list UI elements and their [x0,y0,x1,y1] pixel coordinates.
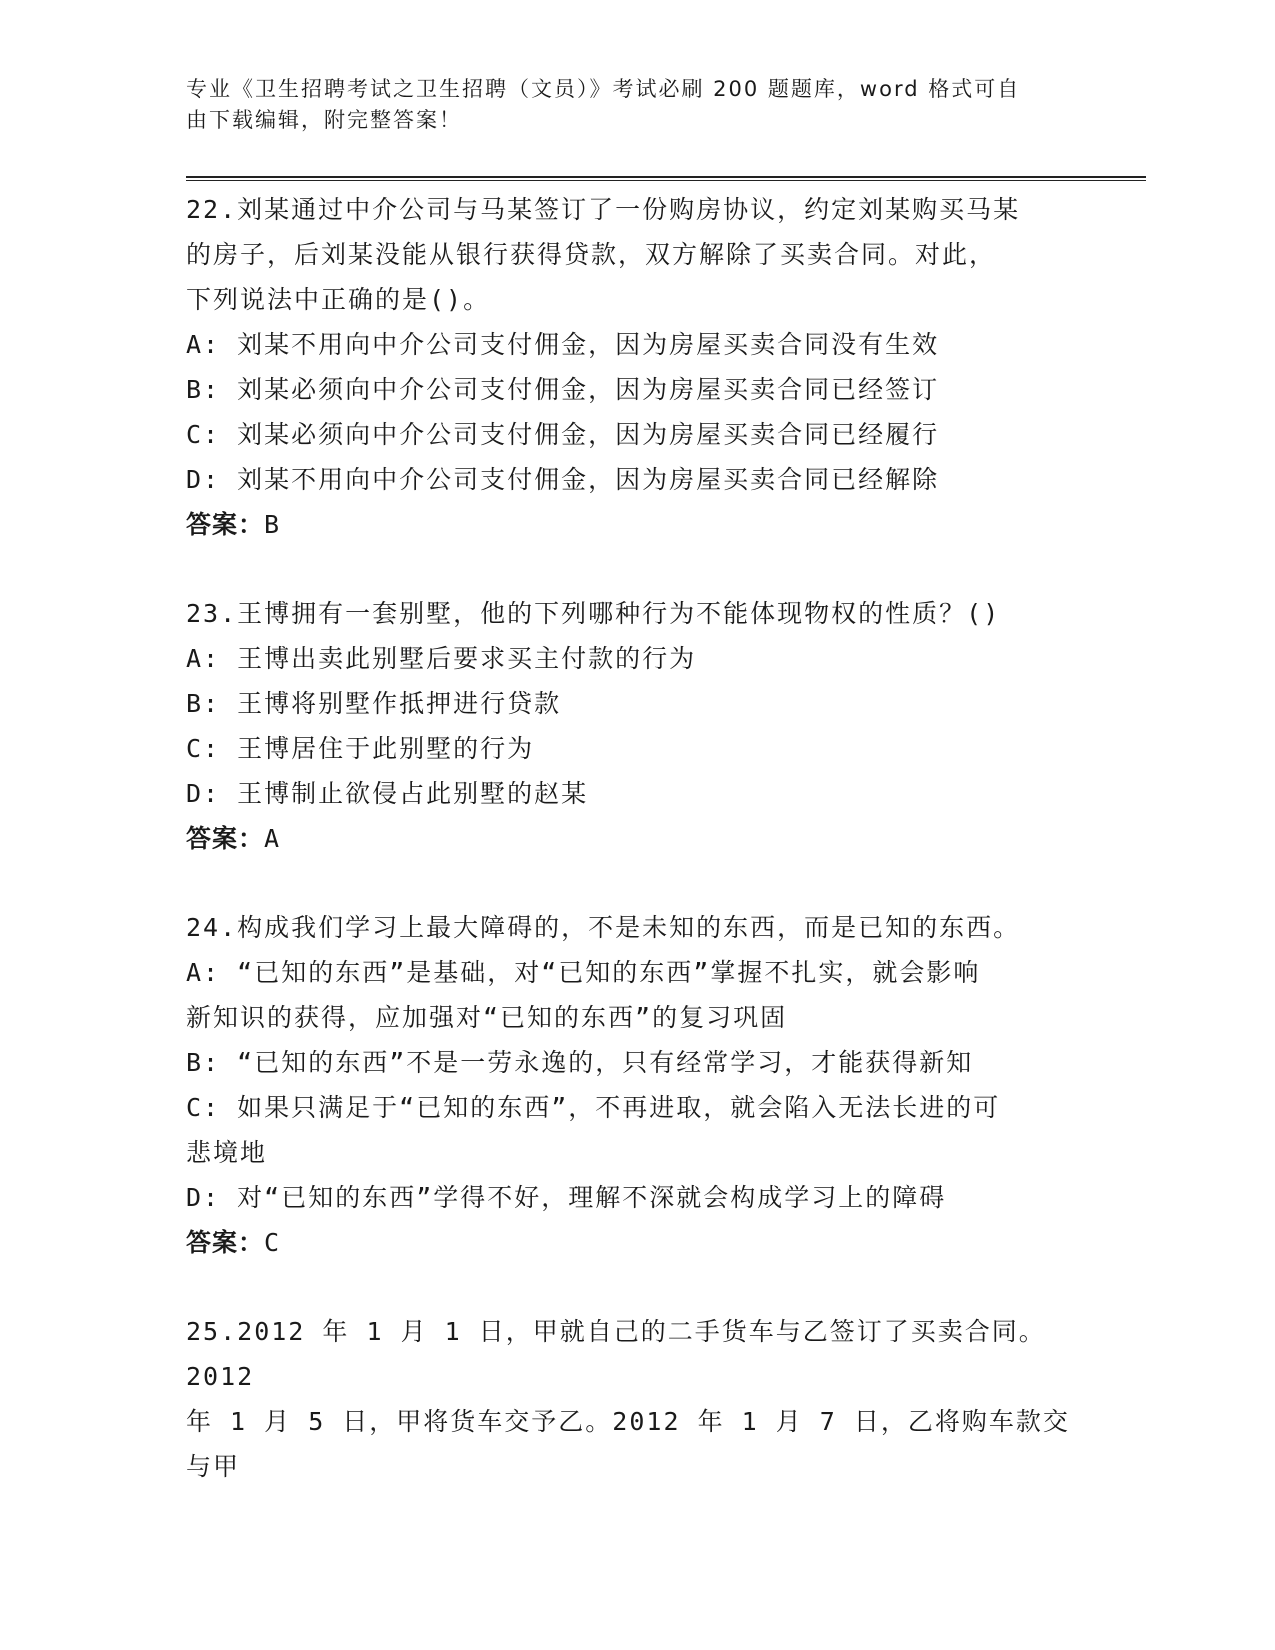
option-c: C: 刘某必须向中介公司支付佣金，因为房屋买卖合同已经履行 [186,420,940,449]
question-24 [186,905,1086,1265]
answer-line [186,816,1086,861]
option-a: A: 王博出卖此别墅后要求买主付款的行为 [186,644,697,673]
option-c-continued: 悲境地 [186,1138,268,1167]
option-c: C: 如果只满足于“已知的东西”，不再进取，就会陷入无法长进的可 [186,1093,1001,1122]
option-d: D: 王博制止欲侵占此别墅的赵某 [186,779,589,808]
option-c: C: 王博居住于此别墅的行为 [186,734,535,763]
option-a: A: 刘某不用向中介公司支付佣金，因为房屋买卖合同没有生效 [186,330,940,359]
question-text-line: 25.2012 年 1 月 1 日，甲就自己的二手货车与乙签订了买卖合同。2012 [186,1317,1046,1391]
option-b: B: “已知的东西”不是一劳永逸的，只有经常学习，才能获得新知 [186,1048,974,1077]
option-b: B: 王博将别墅作抵押进行贷款 [186,689,562,718]
header-divider [186,176,1146,182]
answer-label: 答案： [186,824,265,853]
answer-value: A [264,824,281,853]
answer-value: C [264,1228,281,1257]
option-d: D: 对“已知的东西”学得不好，理解不深就会构成学习上的障碍 [186,1183,947,1212]
option-a: A: “已知的东西”是基础，对“已知的东西”掌握不扎实，就会影响 [186,958,981,987]
answer-value: B [264,510,281,539]
question-text-line: 22.刘某通过中介公司与马某签订了一份购房协议，约定刘某购买马某 [186,195,1021,224]
question-text-line: 的房子，后刘某没能从银行获得贷款，双方解除了买卖合同。对此， [186,240,997,269]
option-d: D: 刘某不用向中介公司支付佣金，因为房屋买卖合同已经解除 [186,465,940,494]
header-line-2: 由下载编辑，附完整答案！ [186,108,462,132]
answer-label: 答案： [186,510,265,539]
document-header [186,74,1076,136]
question-list [186,187,1086,1533]
question-25 [186,1309,1086,1489]
option-a-continued: 新知识的获得，应加强对“已知的东西”的复习巩固 [186,1003,788,1032]
header-line-1: 专业《卫生招聘考试之卫生招聘（文员）》考试必刷 200 题题库，word 格式可自 [186,77,1021,101]
question-text-line: 年 1 月 5 日，甲将货车交予乙。2012 年 1 月 7 日，乙将购车款交与甲 [186,1407,1070,1481]
question-text-line: 23.王博拥有一套别墅，他的下列哪种行为不能体现物权的性质？() [186,599,1001,628]
answer-line [186,1220,1086,1265]
question-text-line: 24.构成我们学习上最大障碍的，不是未知的东西，而是已知的东西。 [186,913,1021,942]
question-text-line: 下列说法中正确的是()。 [186,285,491,314]
option-b: B: 刘某必须向中介公司支付佣金，因为房屋买卖合同已经签订 [186,375,940,404]
question-22 [186,187,1086,547]
answer-label: 答案： [186,1228,265,1257]
answer-line [186,502,1086,547]
question-23 [186,591,1086,861]
